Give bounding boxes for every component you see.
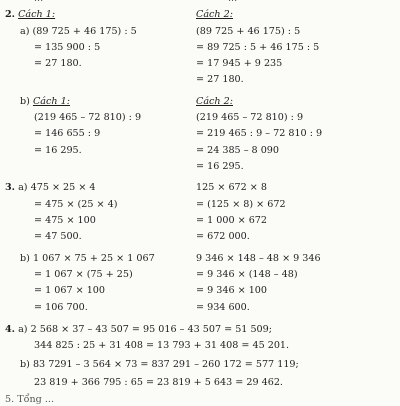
ex2-b-m2-line-1: (219 465 – 72 810) : 9 bbox=[196, 112, 304, 123]
ex3-a-line-1: 3. a) 475 × 25 × 4 bbox=[5, 182, 96, 193]
ex2-b-m2-line-2: = 219 465 : 9 – 72 810 : 9 bbox=[196, 128, 323, 139]
ex3-b-left-line-4: = 106 700. bbox=[34, 302, 88, 313]
ex3-a-right-line-3: = 1 000 × 672 bbox=[196, 215, 268, 226]
ex3-b-right-line-1: 9 346 × 148 – 48 × 9 346 bbox=[196, 253, 321, 264]
ex2-b-header: b) Cách 1: bbox=[20, 96, 70, 107]
ex2-a-m2-line-1: (89 725 + 46 175) : 5 bbox=[196, 26, 301, 37]
ex3-b-right-line-3: = 9 346 × 100 bbox=[196, 285, 268, 296]
ex2-b-m2-line-4: = 16 295. bbox=[196, 161, 244, 172]
ex2-b-method2-title: Cách 2: bbox=[196, 96, 233, 107]
ex2-b-m1-line-3: = 16 295. bbox=[34, 145, 82, 156]
ex4-a-line-2: 344 825 : 25 + 31 408 = 13 793 + 31 408 = 45 201. bbox=[34, 340, 290, 351]
ex2-a-method1-title: Cách 1: bbox=[18, 9, 56, 20]
ex2-b-m2-line-3: = 24 385 – 8 090 bbox=[196, 145, 280, 156]
ex2-a-m2-line-2: = 89 725 : 5 + 46 175 : 5 bbox=[196, 42, 320, 53]
ex2-b-m1-line-1: (219 465 – 72 810) : 9 bbox=[34, 112, 142, 123]
ex3-a-right-line-2: = (125 × 8) × 672 bbox=[196, 199, 286, 210]
bottom-fragment: 5. Tổng ... bbox=[5, 394, 54, 405]
top-fragment-left bbox=[34, 0, 43, 5]
ex2-a-m1-line-1: a) (89 725 + 46 175) : 5 bbox=[20, 26, 137, 37]
ex3-a-left-line-3: = 475 × 100 bbox=[34, 215, 96, 226]
ex2-a-method2-title: Cách 2: bbox=[196, 9, 233, 20]
ex3-a-right-line-1: 125 × 672 × 8 bbox=[196, 182, 268, 193]
ex2-a-m2-line-3: = 17 945 + 9 235 bbox=[196, 58, 283, 69]
ex3-b-right-line-4: = 934 600. bbox=[196, 302, 250, 313]
ex3-a-left-line-2: = 475 × (25 × 4) bbox=[34, 199, 118, 210]
exercise-2-header bbox=[5, 9, 55, 21]
ex3-b-left-line-3: = 1 067 × 100 bbox=[34, 285, 106, 296]
top-fragment-right bbox=[228, 0, 237, 5]
ex2-a-m1-line-3: = 27 180. bbox=[34, 58, 82, 69]
ex2-a-m2-line-4: = 27 180. bbox=[196, 74, 244, 85]
ex3-a-right-line-4: = 672 000. bbox=[196, 231, 250, 242]
ex3-b-left-line-2: = 1 067 × (75 + 25) bbox=[34, 269, 133, 280]
ex3-b-right-line-2: = 9 346 × (148 – 48) bbox=[196, 269, 298, 280]
ex3-a-left-line-4: = 47 500. bbox=[34, 231, 82, 242]
ex4-a-line-1: 4. a) 2 568 × 37 – 43 507 = 95 016 – 43 507 = 51 509; bbox=[5, 324, 272, 335]
ex2-a-m1-line-2: = 135 900 : 5 bbox=[34, 42, 101, 53]
ex3-b-line-1: b) 1 067 × 75 + 25 × 1 067 bbox=[20, 253, 155, 264]
ex4-b-line-2: 23 819 + 366 795 : 65 = 23 819 + 5 643 = 29 462. bbox=[34, 377, 283, 388]
ex4-b-line-1: b) 83 7291 – 3 564 × 73 = 837 291 – 260 172 = 577 119; bbox=[20, 359, 299, 370]
exercise-2-number: 2. bbox=[5, 9, 16, 20]
ex2-b-m1-line-2: = 146 655 : 9 bbox=[34, 128, 101, 139]
